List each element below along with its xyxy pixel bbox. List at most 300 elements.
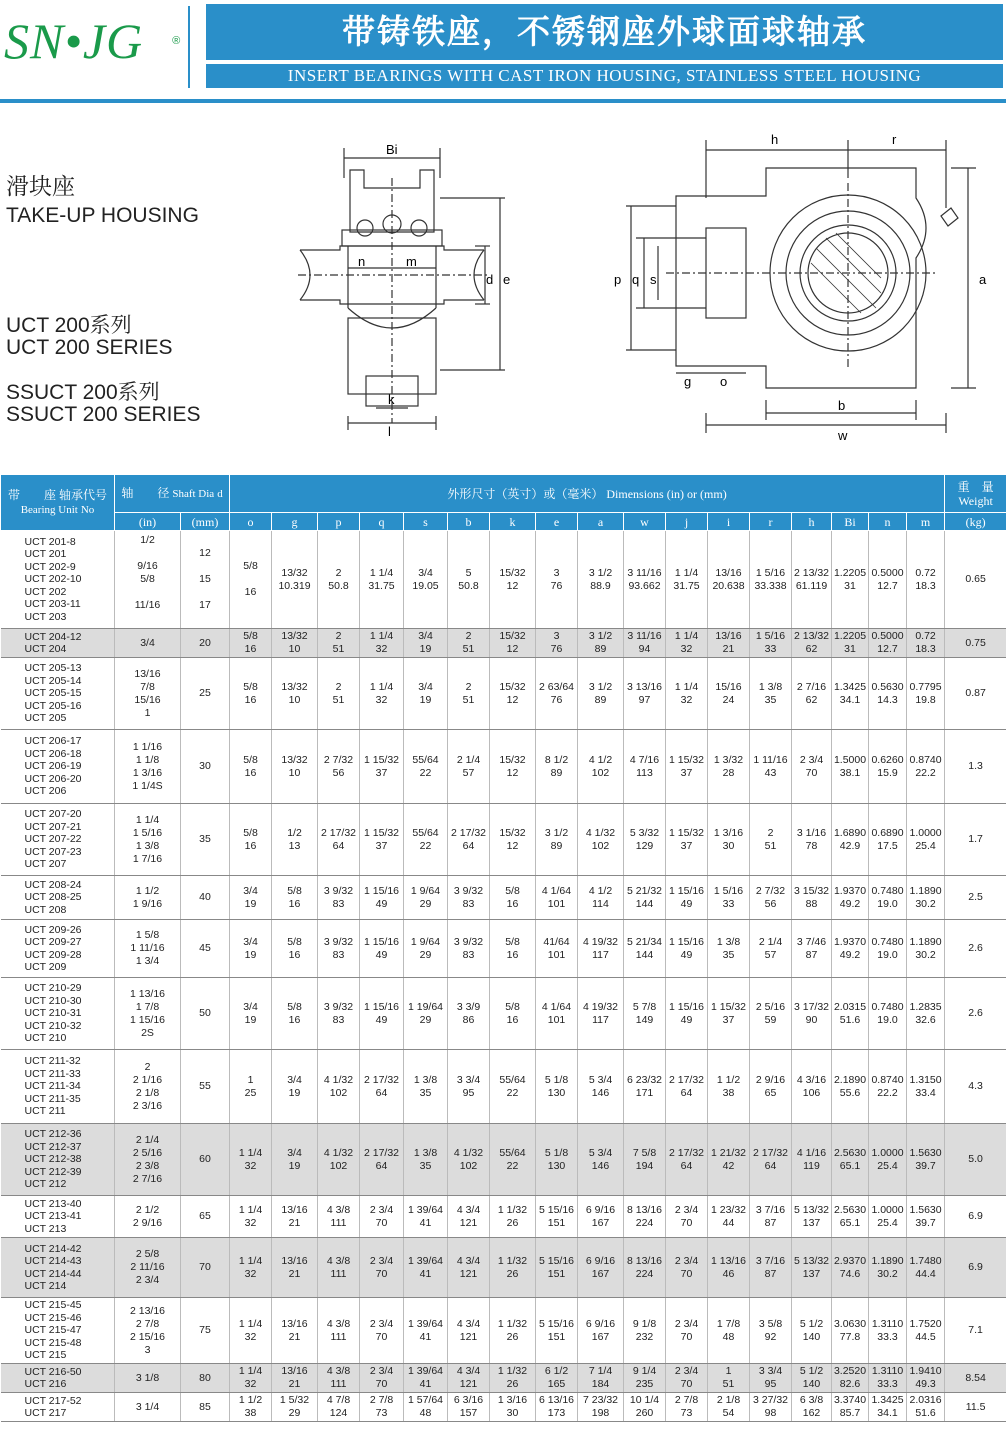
dim-cell-p: 2 50.8: [318, 531, 360, 629]
label-o: o: [720, 374, 728, 389]
dim-cell-o: 5/8 16: [230, 629, 272, 658]
dim-cell-g: 13/16 21: [272, 1238, 318, 1298]
dim-cell-s: 1 39/64 41: [404, 1238, 448, 1298]
label-q: q: [632, 272, 640, 287]
dim-cell-j: 1 15/16 49: [666, 920, 708, 978]
dim-cell-j: 2 3/4 70: [666, 1364, 708, 1393]
dimension-table: [0, 474, 1006, 1422]
table-row: [1, 730, 1006, 804]
dim-cell-bi: 2.0315 51.6: [832, 978, 869, 1050]
section-name-en: TAKE-UP HOUSING: [6, 204, 199, 227]
dimension-table-wrap: [0, 474, 1006, 1422]
dim-cell-n: 1.3110 33.3: [869, 1364, 907, 1393]
dim-cell-r: 1 5/16 33: [750, 629, 792, 658]
shaft-mm-cell: 65: [181, 1196, 230, 1238]
shaft-mm-cell: 75: [181, 1298, 230, 1364]
weight-cell: 11.5: [945, 1393, 1006, 1422]
dim-cell-r: 2 9/16 65: [750, 1050, 792, 1124]
dim-cell-s: 1 19/64 29: [404, 978, 448, 1050]
dim-cell-g: 13/32 10.319: [272, 531, 318, 629]
dim-cell-o: 1 1/4 32: [230, 1196, 272, 1238]
dim-cell-o: 1 1/4 32: [230, 1124, 272, 1196]
col-header-n: n: [869, 513, 907, 531]
page-subtitle: INSERT BEARINGS WITH CAST IRON HOUSING, STAINLESS STEEL HOUSING: [206, 64, 1003, 88]
label-b: b: [838, 398, 846, 413]
dim-cell-w: 4 7/16 113: [624, 730, 666, 804]
dim-cell-bi: 3.0630 77.8: [832, 1298, 869, 1364]
dim-cell-a: 7 23/32 198: [578, 1393, 624, 1422]
side-view-diagram: [290, 138, 520, 438]
dim-cell-m: 1.7520 44.5: [907, 1298, 945, 1364]
dim-cell-i: 1 7/8 48: [708, 1298, 750, 1364]
dim-cell-k: 5/8 16: [490, 978, 536, 1050]
dim-cell-m: 2.0316 51.6: [907, 1393, 945, 1422]
weight-cell: 0.75: [945, 629, 1006, 658]
dim-cell-g: 13/32 10: [272, 629, 318, 658]
dim-cell-a: 4 1/2 102: [578, 730, 624, 804]
dim-cell-n: 0.5630 14.3: [869, 658, 907, 730]
dim-cell-r: 2 17/32 64: [750, 1124, 792, 1196]
table-body: [1, 531, 1006, 1422]
shaft-mm-cell: 70: [181, 1238, 230, 1298]
weight-cell: 4.3: [945, 1050, 1006, 1124]
shaft-in-cell: 1 5/8 1 11/16 1 3/4: [115, 920, 181, 978]
table-row: [1, 920, 1006, 978]
dim-cell-m: 0.72 18.3: [907, 531, 945, 629]
shaft-in-cell: 2 13/16 2 7/8 2 15/16 3: [115, 1298, 181, 1364]
dim-cell-h: 5 13/32 137: [792, 1196, 832, 1238]
dim-cell-e: 5 15/16 151: [536, 1238, 578, 1298]
dim-cell-r: 1 5/16 33.338: [750, 531, 792, 629]
dim-cell-e: 5 15/16 151: [536, 1196, 578, 1238]
col-header-m: m: [907, 513, 945, 531]
shaft-mm-cell: 20: [181, 629, 230, 658]
dim-cell-g: 3/4 19: [272, 1050, 318, 1124]
dim-cell-r: 2 1/4 57: [750, 920, 792, 978]
dim-cell-s: 1 57/64 48: [404, 1393, 448, 1422]
dim-cell-m: 1.2835 32.6: [907, 978, 945, 1050]
dim-cell-k: 1 3/16 30: [490, 1393, 536, 1422]
dim-cell-j: 2 7/8 73: [666, 1393, 708, 1422]
shaft-mm-cell: 50: [181, 978, 230, 1050]
bearing-unit-cell: UCT 206-17 UCT 206-18 UCT 206-19 UCT 206-20 UCT 206: [1, 730, 115, 804]
bearing-unit-cell: UCT 207-20 UCT 207-21 UCT 207-22 UCT 207-23 UCT 207: [1, 804, 115, 876]
dim-cell-s: 1 9/64 29: [404, 876, 448, 920]
bearing-unit-cell: UCT 201-8 UCT 201 UCT 202-9 UCT 202-10 UCT 202 UCT 203-11 UCT 203: [1, 531, 115, 629]
table-row: [1, 1364, 1006, 1393]
col-header-e: e: [536, 513, 578, 531]
dim-cell-o: 1 1/4 32: [230, 1364, 272, 1393]
weight-cell: 0.87: [945, 658, 1006, 730]
shaft-in-cell: 3 1/4: [115, 1393, 181, 1422]
dim-cell-r: 2 51: [750, 804, 792, 876]
dim-cell-h: 5 1/2 140: [792, 1298, 832, 1364]
weight-cell: 1.3: [945, 730, 1006, 804]
dim-cell-h: 4 3/16 106: [792, 1050, 832, 1124]
dim-cell-j: 2 3/4 70: [666, 1298, 708, 1364]
col-header-a: a: [578, 513, 624, 531]
dim-cell-bi: 2.5630 65.1: [832, 1124, 869, 1196]
weight-cell: 0.65: [945, 531, 1006, 629]
bearing-unit-cell: UCT 209-26 UCT 209-27 UCT 209-28 UCT 209: [1, 920, 115, 978]
col-header-i: i: [708, 513, 750, 531]
dim-cell-r: 2 7/32 56: [750, 876, 792, 920]
shaft-in-cell: 2 5/8 2 11/16 2 3/4: [115, 1238, 181, 1298]
dim-cell-a: 6 9/16 167: [578, 1298, 624, 1364]
dim-cell-n: 0.6260 15.9: [869, 730, 907, 804]
dim-cell-k: 1 1/32 26: [490, 1196, 536, 1238]
dim-cell-k: 1 1/32 26: [490, 1364, 536, 1393]
label-n: n: [358, 254, 366, 269]
dim-cell-bi: 1.5000 38.1: [832, 730, 869, 804]
col-header-b: b: [448, 513, 490, 531]
dim-cell-q: 1 15/32 37: [360, 730, 404, 804]
dim-cell-q: 1 1/4 32: [360, 658, 404, 730]
dim-cell-i: 1 3/8 35: [708, 920, 750, 978]
dim-cell-a: 5 3/4 146: [578, 1050, 624, 1124]
table-row: [1, 978, 1006, 1050]
shaft-in-cell: 1/2 9/16 5/8 11/16: [115, 531, 181, 629]
dim-cell-b: 3 3/9 86: [448, 978, 490, 1050]
dim-cell-j: 1 15/32 37: [666, 804, 708, 876]
dim-cell-p: 3 9/32 83: [318, 876, 360, 920]
dim-cell-o: 1 25: [230, 1050, 272, 1124]
dim-cell-s: 3/4 19: [404, 658, 448, 730]
bearing-unit-cell: UCT 217-52 UCT 217: [1, 1393, 115, 1422]
dim-cell-w: 5 3/32 129: [624, 804, 666, 876]
dim-cell-e: 5 1/8 130: [536, 1124, 578, 1196]
dim-cell-o: 3/4 19: [230, 920, 272, 978]
table-row: [1, 1238, 1006, 1298]
dim-cell-h: 2 13/32 62: [792, 629, 832, 658]
dim-cell-bi: 3.3740 85.7: [832, 1393, 869, 1422]
bearing-unit-header: 带 座 轴承代号 Bearing Unit No: [1, 475, 115, 531]
label-d: d: [486, 272, 494, 287]
dim-cell-b: 4 3/4 121: [448, 1298, 490, 1364]
weight-cell: 6.9: [945, 1196, 1006, 1238]
weight-cell: 7.1: [945, 1298, 1006, 1364]
dim-cell-bi: 1.9370 49.2: [832, 920, 869, 978]
col-header-h: h: [792, 513, 832, 531]
dim-cell-bi: 1.2205 31: [832, 531, 869, 629]
dim-cell-h: 2 13/32 61.119: [792, 531, 832, 629]
unit-in: (in): [115, 513, 181, 531]
dim-cell-j: 2 17/32 64: [666, 1124, 708, 1196]
dim-cell-w: 9 1/4 235: [624, 1364, 666, 1393]
dim-cell-s: 1 9/64 29: [404, 920, 448, 978]
dim-cell-e: 41/64 101: [536, 920, 578, 978]
dim-cell-b: 4 1/32 102: [448, 1124, 490, 1196]
dim-cell-o: 5/8 16: [230, 658, 272, 730]
dim-cell-q: 1 15/16 49: [360, 876, 404, 920]
dim-cell-e: 2 63/64 76: [536, 658, 578, 730]
col-header-o: o: [230, 513, 272, 531]
dim-cell-b: 3 3/4 95: [448, 1050, 490, 1124]
page-title: 带铸铁座，不锈钢座外球面球轴承: [206, 4, 1003, 60]
dim-cell-g: 5/8 16: [272, 978, 318, 1050]
dim-cell-n: 0.5000 12.7: [869, 629, 907, 658]
bearing-unit-cell: UCT 213-40 UCT 213-41 UCT 213: [1, 1196, 115, 1238]
dim-cell-e: 4 1/64 101: [536, 876, 578, 920]
dim-cell-q: 2 3/4 70: [360, 1298, 404, 1364]
dim-cell-q: 1 15/16 49: [360, 920, 404, 978]
weight-cell: 1.7: [945, 804, 1006, 876]
dim-cell-r: 3 5/8 92: [750, 1298, 792, 1364]
dim-cell-n: 0.5000 12.7: [869, 531, 907, 629]
dim-cell-bi: 2.1890 55.6: [832, 1050, 869, 1124]
shaft-in-cell: 2 1/2 2 9/16: [115, 1196, 181, 1238]
dim-cell-q: 2 17/32 64: [360, 1124, 404, 1196]
series1-en: UCT 200 SERIES: [6, 336, 173, 359]
dim-cell-g: 3/4 19: [272, 1124, 318, 1196]
dim-cell-b: 3 9/32 83: [448, 876, 490, 920]
dim-cell-q: 2 7/8 73: [360, 1393, 404, 1422]
dim-cell-k: 55/64 22: [490, 1050, 536, 1124]
dim-cell-w: 8 13/16 224: [624, 1238, 666, 1298]
table-row: [1, 1196, 1006, 1238]
weight-header: 重 量 Weight: [945, 475, 1006, 513]
dim-cell-q: 1 1/4 31.75: [360, 531, 404, 629]
shaft-mm-cell: 12 15 17: [181, 531, 230, 629]
dim-cell-m: 1.0000 25.4: [907, 804, 945, 876]
label-e: e: [503, 272, 511, 287]
weight-cell: 5.0: [945, 1124, 1006, 1196]
dim-cell-a: 3 1/2 89: [578, 658, 624, 730]
dim-cell-o: 5/8 16: [230, 730, 272, 804]
dim-cell-k: 15/32 12: [490, 629, 536, 658]
dim-cell-e: 3 76: [536, 531, 578, 629]
bearing-unit-cell: UCT 208-24 UCT 208-25 UCT 208: [1, 876, 115, 920]
dim-cell-w: 3 13/16 97: [624, 658, 666, 730]
dim-cell-g: 13/32 10: [272, 658, 318, 730]
dim-cell-p: 2 7/32 56: [318, 730, 360, 804]
dim-cell-e: 5 1/8 130: [536, 1050, 578, 1124]
shaft-in-cell: 2 2 1/16 2 1/8 2 3/16: [115, 1050, 181, 1124]
dim-cell-m: 1.1890 30.2: [907, 876, 945, 920]
bearing-unit-cell: UCT 214-42 UCT 214-43 UCT 214-44 UCT 214: [1, 1238, 115, 1298]
dim-cell-bi: 1.2205 31: [832, 629, 869, 658]
dim-cell-w: 5 7/8 149: [624, 978, 666, 1050]
dim-cell-g: 13/16 21: [272, 1298, 318, 1364]
dim-cell-m: 1.5630 39.7: [907, 1124, 945, 1196]
dim-cell-q: 1 1/4 32: [360, 629, 404, 658]
dim-cell-w: 5 21/32 144: [624, 876, 666, 920]
shaft-mm-cell: 60: [181, 1124, 230, 1196]
bearing-unit-cell: UCT 212-36 UCT 212-37 UCT 212-38 UCT 212-39 UCT 212: [1, 1124, 115, 1196]
dim-cell-m: 0.72 18.3: [907, 629, 945, 658]
dim-cell-b: 2 1/4 57: [448, 730, 490, 804]
dim-cell-o: 1 1/4 32: [230, 1238, 272, 1298]
dim-cell-a: 3 1/2 89: [578, 629, 624, 658]
dim-cell-i: 1 1/2 38: [708, 1050, 750, 1124]
dim-cell-i: 1 21/32 42: [708, 1124, 750, 1196]
shaft-mm-cell: 35: [181, 804, 230, 876]
dim-cell-b: 2 51: [448, 658, 490, 730]
dim-cell-p: 3 9/32 83: [318, 920, 360, 978]
dim-cell-n: 0.6890 17.5: [869, 804, 907, 876]
unit-kg: (kg): [945, 513, 1006, 531]
dim-cell-m: 0.7795 19.8: [907, 658, 945, 730]
dim-cell-i: 1 5/16 33: [708, 876, 750, 920]
shaft-mm-cell: 45: [181, 920, 230, 978]
weight-cell: 8.54: [945, 1364, 1006, 1393]
label-l: l: [388, 424, 391, 438]
bearing-unit-cell: UCT 210-29 UCT 210-30 UCT 210-31 UCT 210-32 UCT 210: [1, 978, 115, 1050]
label-a: a: [979, 272, 987, 287]
dim-cell-p: 4 3/8 111: [318, 1298, 360, 1364]
table-row: [1, 804, 1006, 876]
shaft-in-cell: 1 13/16 1 7/8 1 15/16 2S: [115, 978, 181, 1050]
dim-cell-j: 1 1/4 31.75: [666, 531, 708, 629]
dim-cell-j: 2 17/32 64: [666, 1050, 708, 1124]
weight-cell: 2.6: [945, 978, 1006, 1050]
shaft-in-cell: 2 1/4 2 5/16 2 3/8 2 7/16: [115, 1124, 181, 1196]
dim-cell-e: 6 13/16 173: [536, 1393, 578, 1422]
dim-cell-b: 2 17/32 64: [448, 804, 490, 876]
dim-cell-p: 2 51: [318, 629, 360, 658]
dim-cell-a: 4 19/32 117: [578, 920, 624, 978]
dim-cell-a: 5 3/4 146: [578, 1124, 624, 1196]
dim-cell-k: 15/32 12: [490, 730, 536, 804]
bearing-unit-cell: UCT 211-32 UCT 211-33 UCT 211-34 UCT 211-35 UCT 211: [1, 1050, 115, 1124]
dim-cell-j: 2 3/4 70: [666, 1196, 708, 1238]
dim-cell-g: 1/2 13: [272, 804, 318, 876]
dim-cell-s: 1 3/8 35: [404, 1124, 448, 1196]
dim-cell-o: 1 1/4 32: [230, 1298, 272, 1364]
dim-cell-s: 1 39/64 41: [404, 1364, 448, 1393]
shaft-mm-cell: 85: [181, 1393, 230, 1422]
shaft-in-cell: 1 1/4 1 5/16 1 3/8 1 7/16: [115, 804, 181, 876]
dim-cell-bi: 2.5630 65.1: [832, 1196, 869, 1238]
dim-cell-q: 2 3/4 70: [360, 1364, 404, 1393]
dim-cell-n: 1.1890 30.2: [869, 1238, 907, 1298]
dim-cell-a: 4 1/2 114: [578, 876, 624, 920]
dim-cell-k: 5/8 16: [490, 876, 536, 920]
dim-cell-m: 1.3150 33.4: [907, 1050, 945, 1124]
dim-cell-j: 1 15/16 49: [666, 876, 708, 920]
col-header-bi: Bi: [832, 513, 869, 531]
dim-cell-i: 13/16 20.638: [708, 531, 750, 629]
dim-cell-q: 2 3/4 70: [360, 1238, 404, 1298]
dim-cell-i: 15/16 24: [708, 658, 750, 730]
dim-cell-p: 2 17/32 64: [318, 804, 360, 876]
dim-cell-q: 1 15/16 49: [360, 978, 404, 1050]
dim-cell-k: 15/32 12: [490, 531, 536, 629]
dim-cell-r: 3 3/4 95: [750, 1364, 792, 1393]
dim-cell-b: 6 3/16 157: [448, 1393, 490, 1422]
series2-en: SSUCT 200 SERIES: [6, 403, 201, 426]
dim-cell-i: 1 3/32 28: [708, 730, 750, 804]
shaft-in-cell: 1 1/2 1 9/16: [115, 876, 181, 920]
col-header-r: r: [750, 513, 792, 531]
dim-cell-m: 1.7480 44.4: [907, 1238, 945, 1298]
dim-cell-o: 3/4 19: [230, 876, 272, 920]
dim-cell-m: 0.8740 22.2: [907, 730, 945, 804]
dim-cell-s: 3/4 19: [404, 629, 448, 658]
table-row: [1, 1298, 1006, 1364]
series1-cn: UCT 200系列: [6, 314, 132, 337]
dim-cell-s: 55/64 22: [404, 730, 448, 804]
dim-cell-bi: 2.9370 74.6: [832, 1238, 869, 1298]
dim-cell-bi: 1.6890 42.9: [832, 804, 869, 876]
shaft-mm-cell: 30: [181, 730, 230, 804]
dim-cell-h: 5 1/2 140: [792, 1364, 832, 1393]
shaft-in-cell: 13/16 7/8 15/16 1: [115, 658, 181, 730]
label-w: w: [838, 428, 848, 443]
logo-text: SN•JG: [4, 13, 144, 69]
dim-cell-n: 0.8740 22.2: [869, 1050, 907, 1124]
dim-cell-b: 4 3/4 121: [448, 1364, 490, 1393]
dim-cell-n: 1.0000 25.4: [869, 1196, 907, 1238]
dim-cell-w: 3 11/16 93.662: [624, 531, 666, 629]
label-k: k: [388, 392, 395, 407]
brand-logo: [4, 6, 184, 76]
dim-cell-i: 1 13/16 46: [708, 1238, 750, 1298]
dim-cell-r: 3 7/16 87: [750, 1196, 792, 1238]
dim-cell-p: 4 7/8 124: [318, 1393, 360, 1422]
dim-cell-o: 3/4 19: [230, 978, 272, 1050]
logo-divider: [188, 6, 190, 88]
dim-cell-n: 1.3110 33.3: [869, 1298, 907, 1364]
dim-cell-s: 3/4 19.05: [404, 531, 448, 629]
dim-cell-q: 1 15/32 37: [360, 804, 404, 876]
dim-cell-n: 0.7480 19.0: [869, 978, 907, 1050]
dim-cell-e: 8 1/2 89: [536, 730, 578, 804]
dim-cell-j: 2 3/4 70: [666, 1238, 708, 1298]
bearing-unit-cell: UCT 215-45 UCT 215-46 UCT 215-47 UCT 215-48 UCT 215: [1, 1298, 115, 1364]
dim-cell-j: 1 1/4 32: [666, 629, 708, 658]
dim-cell-h: 3 15/32 88: [792, 876, 832, 920]
dim-cell-k: 15/32 12: [490, 658, 536, 730]
dim-cell-r: 1 11/16 43: [750, 730, 792, 804]
dim-cell-i: 1 3/16 30: [708, 804, 750, 876]
dim-cell-n: 1.3425 34.1: [869, 1393, 907, 1422]
weight-cell: 2.5: [945, 876, 1006, 920]
front-view-diagram: [606, 128, 998, 448]
dim-cell-h: 3 17/32 90: [792, 978, 832, 1050]
label-g: g: [684, 374, 692, 389]
unit-mm: (mm): [181, 513, 230, 531]
dim-cell-w: 7 5/8 194: [624, 1124, 666, 1196]
dim-cell-n: 0.7480 19.0: [869, 920, 907, 978]
dim-cell-k: 1 1/32 26: [490, 1238, 536, 1298]
dim-cell-w: 3 11/16 94: [624, 629, 666, 658]
dim-cell-w: 5 21/34 144: [624, 920, 666, 978]
dim-cell-w: 8 13/16 224: [624, 1196, 666, 1238]
dim-cell-i: 2 1/8 54: [708, 1393, 750, 1422]
dim-cell-h: 6 3/8 162: [792, 1393, 832, 1422]
dim-cell-o: 5/8 16: [230, 531, 272, 629]
dim-cell-m: 1.5630 39.7: [907, 1196, 945, 1238]
table-row: [1, 1124, 1006, 1196]
dim-cell-g: 1 5/32 29: [272, 1393, 318, 1422]
dim-cell-bi: 3.2520 82.6: [832, 1364, 869, 1393]
dim-cell-w: 6 23/32 171: [624, 1050, 666, 1124]
shaft-in-cell: 1 1/16 1 1/8 1 3/16 1 1/4S: [115, 730, 181, 804]
bearing-unit-cell: UCT 204-12 UCT 204: [1, 629, 115, 658]
col-header-p: p: [318, 513, 360, 531]
dim-cell-j: 1 15/32 37: [666, 730, 708, 804]
dim-cell-b: 4 3/4 121: [448, 1196, 490, 1238]
label-r: r: [892, 132, 897, 147]
col-header-w: w: [624, 513, 666, 531]
dim-cell-bi: 1.3425 34.1: [832, 658, 869, 730]
dim-cell-a: 4 1/32 102: [578, 804, 624, 876]
dim-cell-h: 3 7/46 87: [792, 920, 832, 978]
dim-cell-h: 4 1/16 119: [792, 1124, 832, 1196]
dim-cell-i: 13/16 21: [708, 629, 750, 658]
dim-cell-m: 1.1890 30.2: [907, 920, 945, 978]
